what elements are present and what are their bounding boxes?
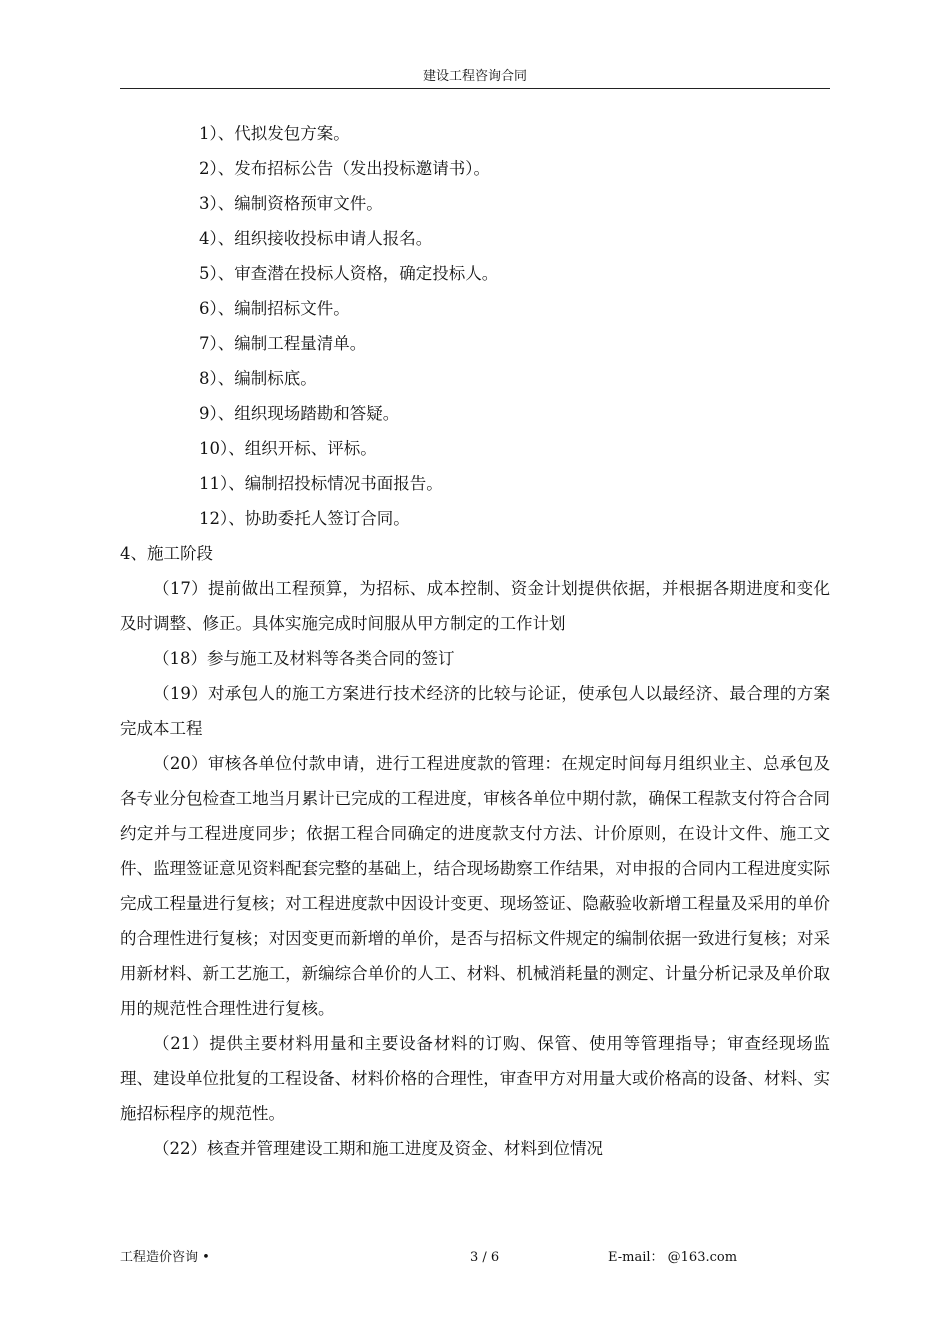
paragraph: （21）提供主要材料用量和主要设备材料的订购、保管、使用等管理指导；审查经现场监理、建设单位批复的工程设备、材料价格的合理性，审查甲方对用量大或价格高的设备、材料、实施招标程序的规范性。 [120, 1034, 830, 1123]
list-item: 12）、协助委托人签订合同。 [199, 509, 410, 528]
page-footer [0, 1248, 950, 1268]
list-item: 4）、组织接收投标申请人报名。 [199, 229, 433, 248]
list-item: 7）、编制工程量清单。 [199, 334, 367, 353]
paragraph: （22）核查并管理建设工期和施工进度及资金、材料到位情况 [153, 1139, 603, 1158]
list-item: 8）、编制标底。 [199, 369, 317, 388]
page-number: 3 / 6 [470, 1250, 500, 1265]
footer-company: 工程造价咨询 • [120, 1250, 210, 1265]
list-item: 9）、组织现场踏勘和答疑。 [199, 404, 400, 423]
list-item: 5）、审查潜在投标人资格，确定投标人。 [199, 264, 499, 283]
footer-email: E-mail： @163.com [608, 1250, 738, 1265]
list-item: 1）、代拟发包方案。 [199, 124, 350, 143]
paragraph: （18）参与施工及材料等各类合同的签订 [153, 649, 455, 668]
list-item: 10）、组织开标、评标。 [199, 439, 377, 458]
list-item: 2）、发布招标公告（发出投标邀请书）。 [199, 159, 490, 178]
document-body [120, 116, 830, 1166]
list-item: 6）、编制招标文件。 [199, 299, 350, 318]
paragraph: （17）提前做出工程预算，为招标、成本控制、资金计划提供依据，并根据各期进度和变化及时调整、修正。具体实施完成时间服从甲方制定的工作计划 [120, 579, 830, 633]
header-title: 建设工程咨询合同 [422, 69, 527, 84]
paragraph: （19）对承包人的施工方案进行技术经济的比较与论证，使承包人以最经济、最合理的方案完成本工程 [120, 684, 830, 738]
paragraph: （20）审核各单位付款申请，进行工程进度款的管理：在规定时间每月组织业主、总承包及各专业分包检查工地当月累计已完成的工程进度，审核各单位中期付款，确保工程款支付符合合同约定并与工程进度同步；依据工程合同确定的进度款支付方法、计价原则，在设计文件、施工文件、监理签证意见资料配套完整的基础上，结合现场勘察工作结果，对申报的合同内工程进度实际完成工程量进行复核；对工程进度款中因设计变更、现场签证、隐蔽验收新增工程量及采用的单价的合理性进行复核；对因变更而新增的单价，是否与招标文件规定的编制依据一致进行复核；对采用新材料、新工艺施工，新编综合单价的人工、材料、机械消耗量的测定、计量分析记录及单价取用的规范性合理性进行复核。 [120, 754, 830, 1018]
list-item: 3）、编制资格预审文件。 [199, 194, 383, 213]
page-header [120, 66, 830, 89]
section-title: 4、施工阶段 [120, 544, 213, 563]
list-item: 11）、编制招投标情况书面报告。 [199, 474, 443, 493]
